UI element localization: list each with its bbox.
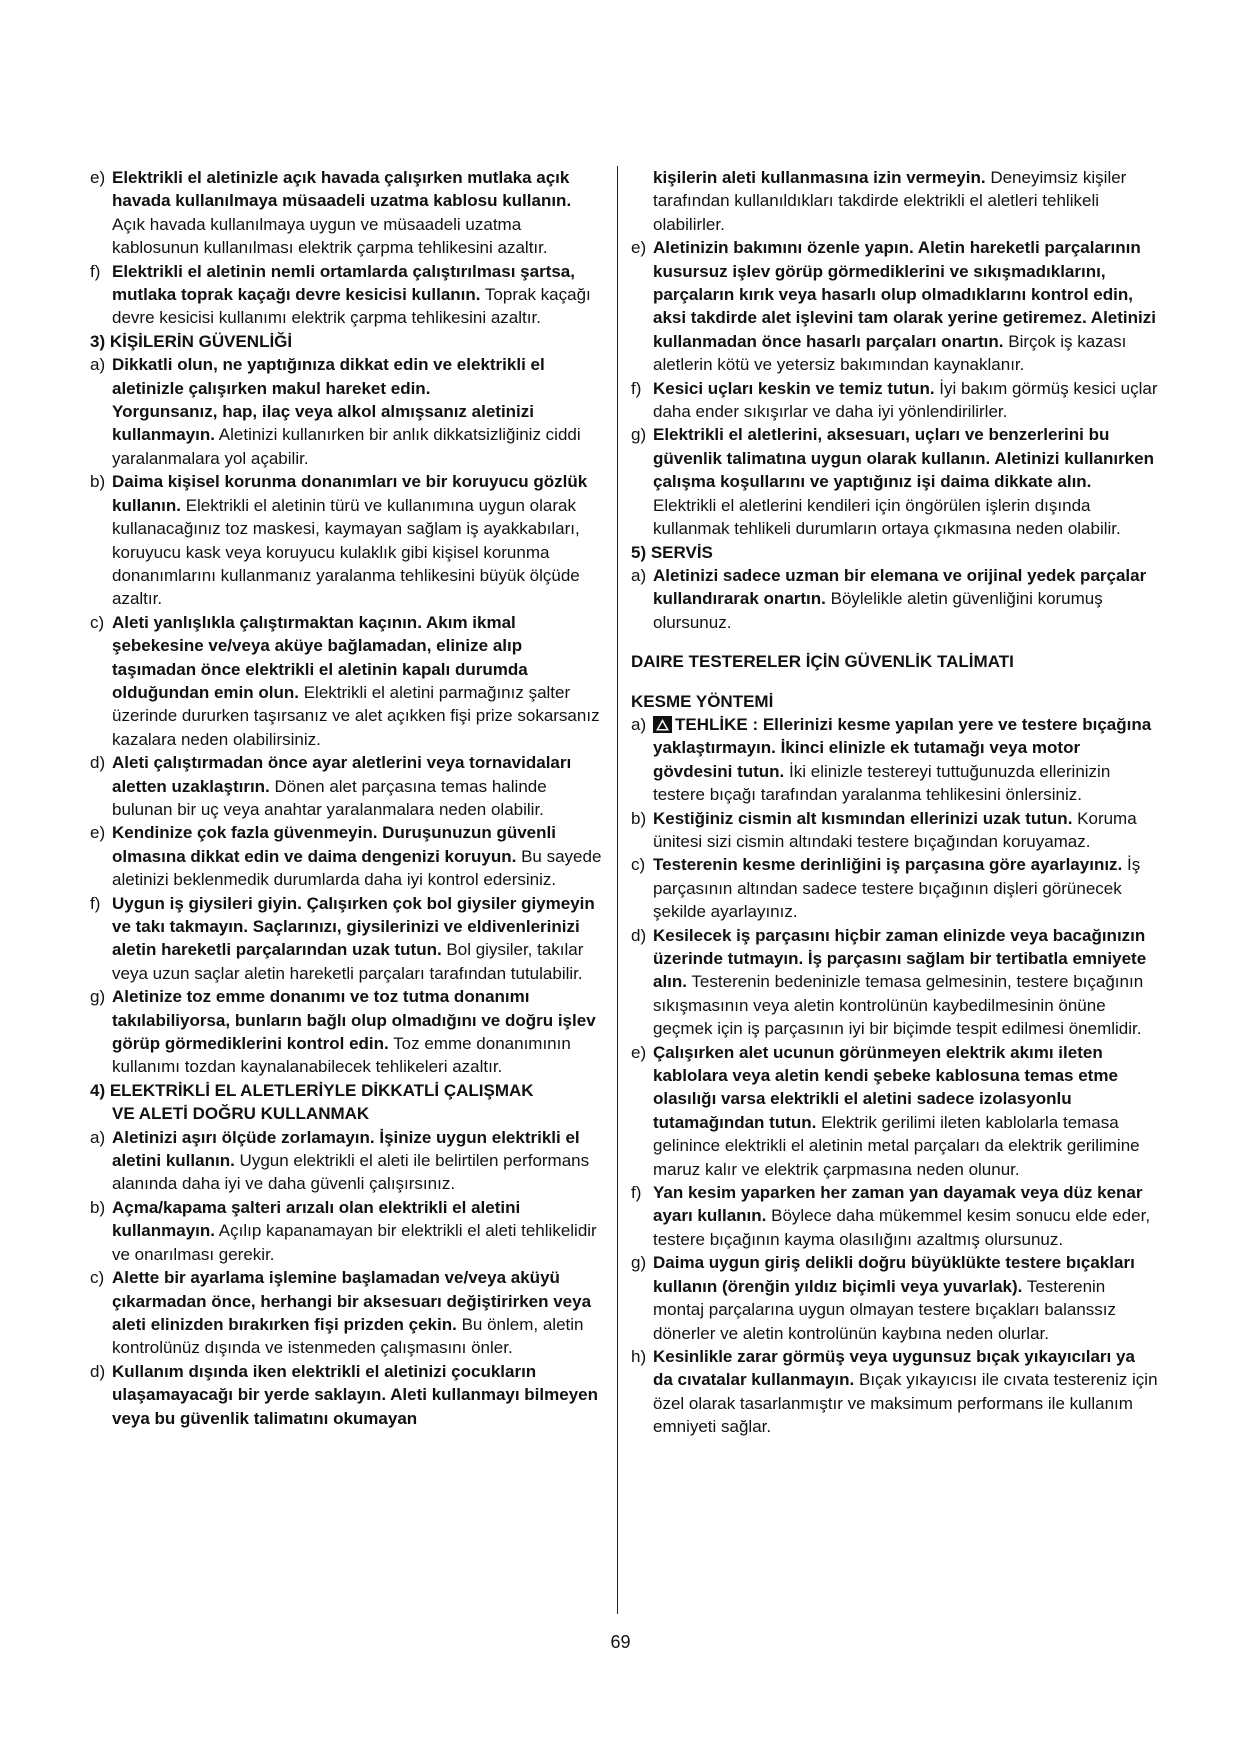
item-b-below-workpiece: b) Kestiğiniz cismin alt kısmından ellerinizi uzak tutun. Koruma ünitesi sizi cismin altındaki testere bıçağından koruyamaz.: [631, 808, 1137, 851]
item-a-danger: a) TEHLİKE : Ellerinizi kesme yapılan yere ve testere bıçağına yaklaştırmayın. İkinci elinizle ek tutamağı veya motor gövdesini tutun. İki elinizle testereyi tuttuğunuzda ellerinizin testere bıçağı tarafından yaralanma tehlikesini önlersiniz.: [631, 714, 1152, 805]
item-a-do-not-force: a) Aletinizi aşırı ölçüde zorlamayın. İşinize uygun elektrikli el aletini kullanın. Uygun elektrikli el aleti ile belirtilen performans alanında daha iyi ve daha güvenli çalışırsınız.: [90, 1127, 590, 1194]
section-heading-tool-use: 4) ELEKTRİKLİ EL ALETLERİYLE DİKKATLİ ÇALIŞMAK: [90, 1080, 534, 1100]
item-f-cutting-tools: f) Kesici uçları keskin ve temiz tutun. İyi bakım görmüş kesici uçlar daha ender sıkışırlar ve daha iyi yönlendirilirler.: [631, 378, 1158, 422]
left-column: [90, 166, 606, 1430]
item-c-cutting-depth: c) Testerenin kesme derinliğini iş parçasına göre ayarlayınız. İş parçasının altından sadece testere bıçağının dişleri görünecek şekilde ayarlayınız.: [631, 855, 1141, 922]
item-a-service: a) Aletinizi sadece uzman bir elemana ve orijinal yedek parçalar kullandırarak onartın. Böylelikle aletin güvenliğini korumuş olursunuz.: [631, 565, 1147, 632]
section-heading-tool-use-line2: VE ALETİ DOĞRU KULLANMAK: [112, 1104, 370, 1124]
warning-triangle-icon: [653, 716, 672, 733]
section-heading-personal-safety: 3) KİŞİLERİN GÜVENLİĞİ: [90, 331, 293, 351]
right-column: [631, 166, 1159, 1439]
column-divider: [617, 166, 618, 1614]
item-e-stance: e) Kendinize çok fazla güvenmeyin. Duruşunuzun güvenli olmasına dikkat edin ve daima dengenizi koruyun. Bu sayede aletinizi beklenmedik durumlarda daha iyi kontrol edersiniz.: [90, 823, 602, 890]
item-g-arbor-hole: g) Daima uygun giriş delikli doğru büyüklükte testere bıçakları kullanın (örenğin yıldız biçimli veya yuvarlak). Testerenin montaj parçalarına uygun olmayan testere bıçakları balanssız dönerler ve aletin kontrolünün kaybına neden olurlar.: [631, 1253, 1135, 1343]
item-d-secure-workpiece: d) Kesilecek iş parçasını hiçbir zaman elinizde veya bacağınızın üzerinde tutmayın. İş parçasını sağlam bir tertibatla emniyete alın. Testerenin bedeninizle temasa gelmesinin, testere bıçağının sıkışmasının veya aletin kontrolünün kaybedilmesinin önüne geçmek için iş parçasının iyi bir biçimde tespit edilmesi önemlidir.: [631, 925, 1147, 1039]
item-e-maintenance: e) Aletinizin bakımını özenle yapın. Aletin hareketli parçalarının kusursuz işlev görüp görmediklerini ve sıkışmadıklarını, parçaların kırık veya hasarlı olup olmadıklarını kontrol edin, aksi takdirde alet işlevini tam olarak yerine getiremez. Aletinizi kullanmadan önce hasarlı parçaları onartın. Birçok iş kazası aletlerin kötü ve yetersiz bakımından kaynaklanır.: [631, 238, 1156, 375]
item-c-unplug: c) Alette bir ayarlama işlemine başlamadan ve/veya aküyü çıkarmadan önce, herhangi bir aksesuarı değiştirirken veya aleti elinizden bırakırken fişi prizden çekin. Bu önlem, aletin kontrolünüz dışında ve istenmeden çalışmasını önler.: [90, 1268, 592, 1358]
item-d-adjusting-tools: d) Aleti çalıştırmadan önce ayar aletlerini veya tornavidaları aletten uzaklaştırın. Dönen alet parçasına temas halinde bulunan bir uç veya anahtar yaralanmalara neden olabilir.: [90, 753, 572, 819]
item-b-faulty-switch: b) Açma/kapama şalteri arızalı olan elektrikli el aletini kullanmayın. Açılıp kapanamayan bir elektrikli el aleti tehlikelidir ve onarılması gerekir.: [90, 1197, 597, 1264]
item-h-washers-bolts: h) Kesinlikle zarar görmüş veya uygunsuz bıçak yıkayıcıları ya da cıvatalar kullanmayın. Bıçak yıkayıcısı ile cıvata testereniz için özel olarak tasarlanmıştır ve maksimum performans ile kullanım emniyeti sağlar.: [631, 1346, 1158, 1437]
item-e-hidden-wiring: e) Çalışırken alet ucunun görünmeyen elektrik akımı ileten kablolara veya aletin kendi şebeke kablosuna temas etme olasılığı varsa elektrikli el aletini sadece izolasyonlu tutamağından tutun. Elektrik gerilimi ileten kablolarla temasa gelinince elektrikli el aletinin metal parçaları da elektrik gerilimine maruz kalır ve elektrik çarpmasına neden olunur.: [631, 1042, 1140, 1179]
item-f-clothing: f) Uygun iş giysileri giyin. Çalışırken çok bol giysiler giymeyin ve takı takmayın. Saçlarınızı, giysilerinizi ve eldivenlerinizi aletin hareketli parçalarından uzak tutun. Bol giysiler, takılar veya uzun saçlar aletin hareketli parçaları tarafından tutulabilir.: [90, 893, 595, 983]
subtitle-cutting-method: KESME YÖNTEMİ: [631, 691, 774, 711]
item-e-outdoor: e) Elektrikli el aletinizle açık havada çalışırken mutlaka açık havada kullanılmaya müsaadeli uzatma kablosu kullanın. Açık havada kullanılmaya uygun ve müsaadeli uzatma kablosunun kullanılması elektrik çarpma tehlikesini azaltır.: [90, 168, 572, 258]
item-f-rip-fence: f) Yan kesim yaparken her zaman yan dayamak veya düz kenar ayarı kullanın. Böylece daha mükemmel kesim sonucu elde eder, testere bıçağının kayma olasılığını azaltmış olursunuz.: [631, 1183, 1151, 1249]
item-a-attention: a) Dikkatli olun, ne yaptığınıza dikkat edin ve elektrikli el aletinizle çalışırken makul hareket edin. Yorgunsanız, hap, ilaç veya alkol almışsanız aletinizi kullanmayın. Aletinizi kullanırken bir anlık dikkatsizliğiniz ciddi yaralanmalara yol açabilir.: [90, 355, 581, 468]
item-b-protective-gear: b) Daima kişisel korunma donanımları ve bir koruyucu gözlük kullanın. Elektrikli el aletinin türü ve kullanımına uygun olarak kullanacağınız toz maskesi, kaymayan sağlam iş ayakkabıları, koruyucu kask veya koruyucu kulaklık gibi kişisel korunma donanımlarını kullanmanız yaralanma tehlikesini büyük ölçüde azaltır.: [90, 472, 588, 609]
title-circular-saw-safety: DAIRE TESTERELER İÇİN GÜVENLİK TALİMATI: [631, 652, 1014, 672]
item-f-damp: f) Elektrikli el aletinin nemli ortamlarda çalıştırılması şartsa, mutlaka toprak kaçağı devre kesicisi kullanın. Toprak kaçağı devre kesicisi kullanımı elektrik çarpma tehlikesini azaltır.: [90, 261, 591, 328]
item-g-dust-extraction: g) Aletinize toz emme donanımı ve toz tutma donanımı takılabiliyorsa, bunların bağlı olup olmadığını ve doğru işlev görüp görmediklerini kontrol edin. Toz emme donanımının kullanımı tozdan kaynalanabilecek tehlikeleri azaltır.: [90, 987, 596, 1077]
item-d-storage: d) Kullanım dışında iken elektrikli el aletinizi çocukların ulaşamayacağı bir yerde saklayın. Aleti kullanmayı bilmeyen veya bu güvenlik talimatını okumayan: [90, 1361, 598, 1428]
item-g-accessories: g) Elektrikli el aletlerini, aksesuarı, uçları ve benzerlerini bu güvenlik talimatına uygun olarak kullanın. Aletinizi kullanırken çalışma koşullarını ve yaptığınız işi daima dikkate alın. Elektrikli el aletlerini kendileri için öngörülen işlerin dışında kullanmak tehlikeli durumların ortaya çıkmasına neden olabilir.: [631, 425, 1154, 539]
item-c-accidental-start: c) Aleti yanlışlıkla çalıştırmaktan kaçının. Akım ikmal şebekesine ve/veya aküye bağlamadan, elinize alıp taşımadan önce elektrikli el aletinin kapalı durumda olduğundan emin olun. Elektrikli el aletini parmağınız şalter üzerinde dururken taşırsanız ve alet açıkken fişi prize sokarsanız kazalara neden olabilirsiniz.: [90, 612, 600, 749]
section-heading-service: 5) SERVİS: [631, 542, 713, 562]
item-d-storage-continued: kişilerin aleti kullanmasına izin vermeyin. Deneyimsiz kişiler tarafından kullanıldıkları takdirde elektrikli el aletleri tehlikeli olabilirler.: [653, 168, 1127, 234]
page-number: 69: [610, 1632, 631, 1652]
